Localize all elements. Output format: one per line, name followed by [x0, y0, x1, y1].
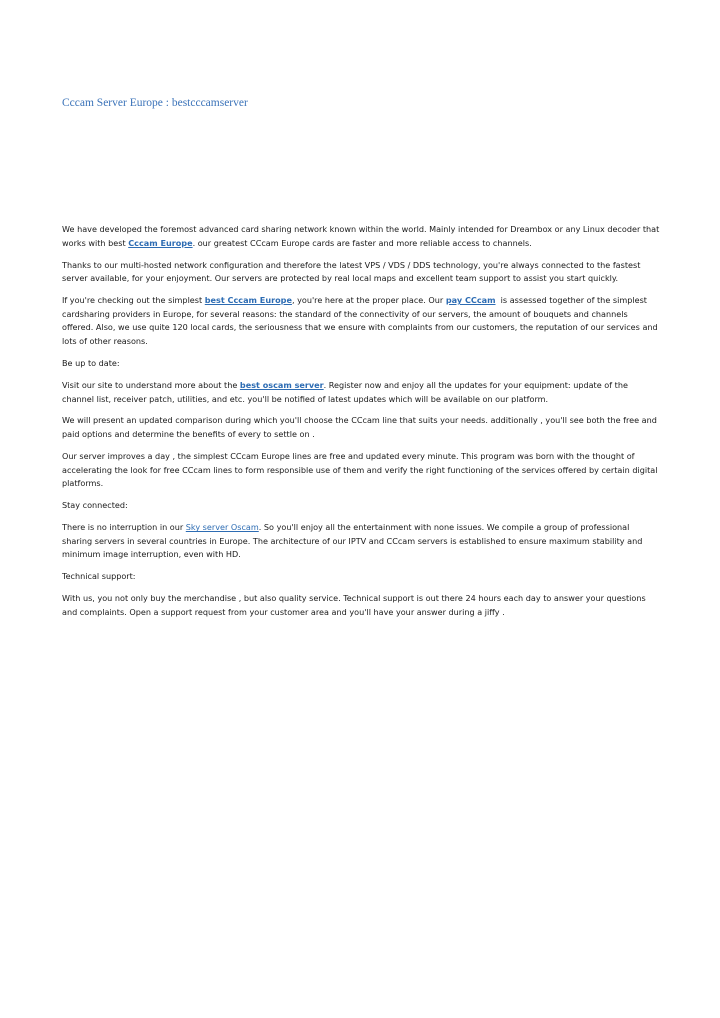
paragraph-visit — [62, 379, 660, 406]
document-body — [62, 223, 660, 628]
document-title: Cccam Server Europe : bestcccamserver — [62, 97, 248, 109]
paragraph-text: If you're checking out the simplest — [62, 295, 205, 306]
paragraph-text: , you're here at the proper place. Our — [291, 295, 446, 306]
paragraph-support: With us, you not only buy the merchandise , but also quality service. Technical support is out there 24 hours each day to answer your questions and complaints. Open a support request from your customer area and you'll have your answer during a jiffy . — [62, 593, 646, 617]
best-oscam-server-link[interactable]: best oscam server — [239, 379, 324, 390]
heading-up-to-date: Be up to date: — [62, 357, 120, 368]
sky-server-oscam-link[interactable]: Sky server Oscam — [185, 522, 259, 533]
paragraph-text: Visit our site to understand more about the — [62, 379, 240, 390]
pay-cccam-link[interactable]: pay CCcam — [445, 295, 496, 306]
paragraph-comparison: We will present an updated comparison during which you'll choose the CCcam line that suits your needs. additionally , you'll see both the free and paid options and determine the benefits of every to settle on . — [62, 415, 657, 440]
paragraph-simplest — [62, 294, 660, 348]
paragraph-intro — [62, 223, 660, 250]
cccam-europe-link[interactable]: Cccam Europe — [128, 237, 193, 248]
paragraph-no-interruption — [62, 521, 660, 562]
paragraph-text: . So you'll enjoy all the entertainment with none issues. We compile a group of professional sharing servers in several countries in Europe. The architecture of our IPTV and CCcam servers is established to ensure maximum stability and minimum image interruption, even with HD. — [62, 522, 643, 560]
heading-stay-connected: Stay connected: — [62, 500, 128, 511]
paragraph-text: . our greatest CCcam Europe cards are faster and more reliable access to channels. — [192, 237, 532, 248]
paragraph-network: Thanks to our multi-hosted network configuration and therefore the latest VPS / VDS / DDS technology, you're always connected to the fastest server available, for your enjoyment. Our servers are protected by real local maps and excellent team support to assist you start quickly. — [62, 259, 641, 284]
paragraph-improves: Our server improves a day , the simplest CCcam Europe lines are free and updated every minute. This program was born with the thought of accelerating the look for free CCcam lines to form responsible use of them and verify the right functioning of the services offered by certain digital platforms. — [62, 451, 658, 489]
best-cccam-europe-link[interactable]: best Cccam Europe — [204, 295, 292, 306]
paragraph-text: There is no interruption in our — [62, 522, 186, 533]
paragraph-text: is assessed together of the simplest cardsharing providers in Europe, for several reasons: the standard of the connectivity of our servers, the amount of bouquets and channels offered. Also, we use quite 120 local cards, the seriousness that we ensure with complaints from our customers, the reputation of our services and lots of other reasons. — [62, 295, 661, 346]
paragraph-text: We have developed the foremost advanced card sharing network known within the world. Mainly intended for Dreambox or any Linux decoder that works with best — [62, 224, 660, 248]
heading-technical-support: Technical support: — [62, 571, 136, 582]
paragraph-text: . Register now and enjoy all the updates for your equipment: update of the channel list, receiver patch, utilities, and etc. you'll be notified of latest updates which will be available on our platform. — [62, 379, 628, 404]
